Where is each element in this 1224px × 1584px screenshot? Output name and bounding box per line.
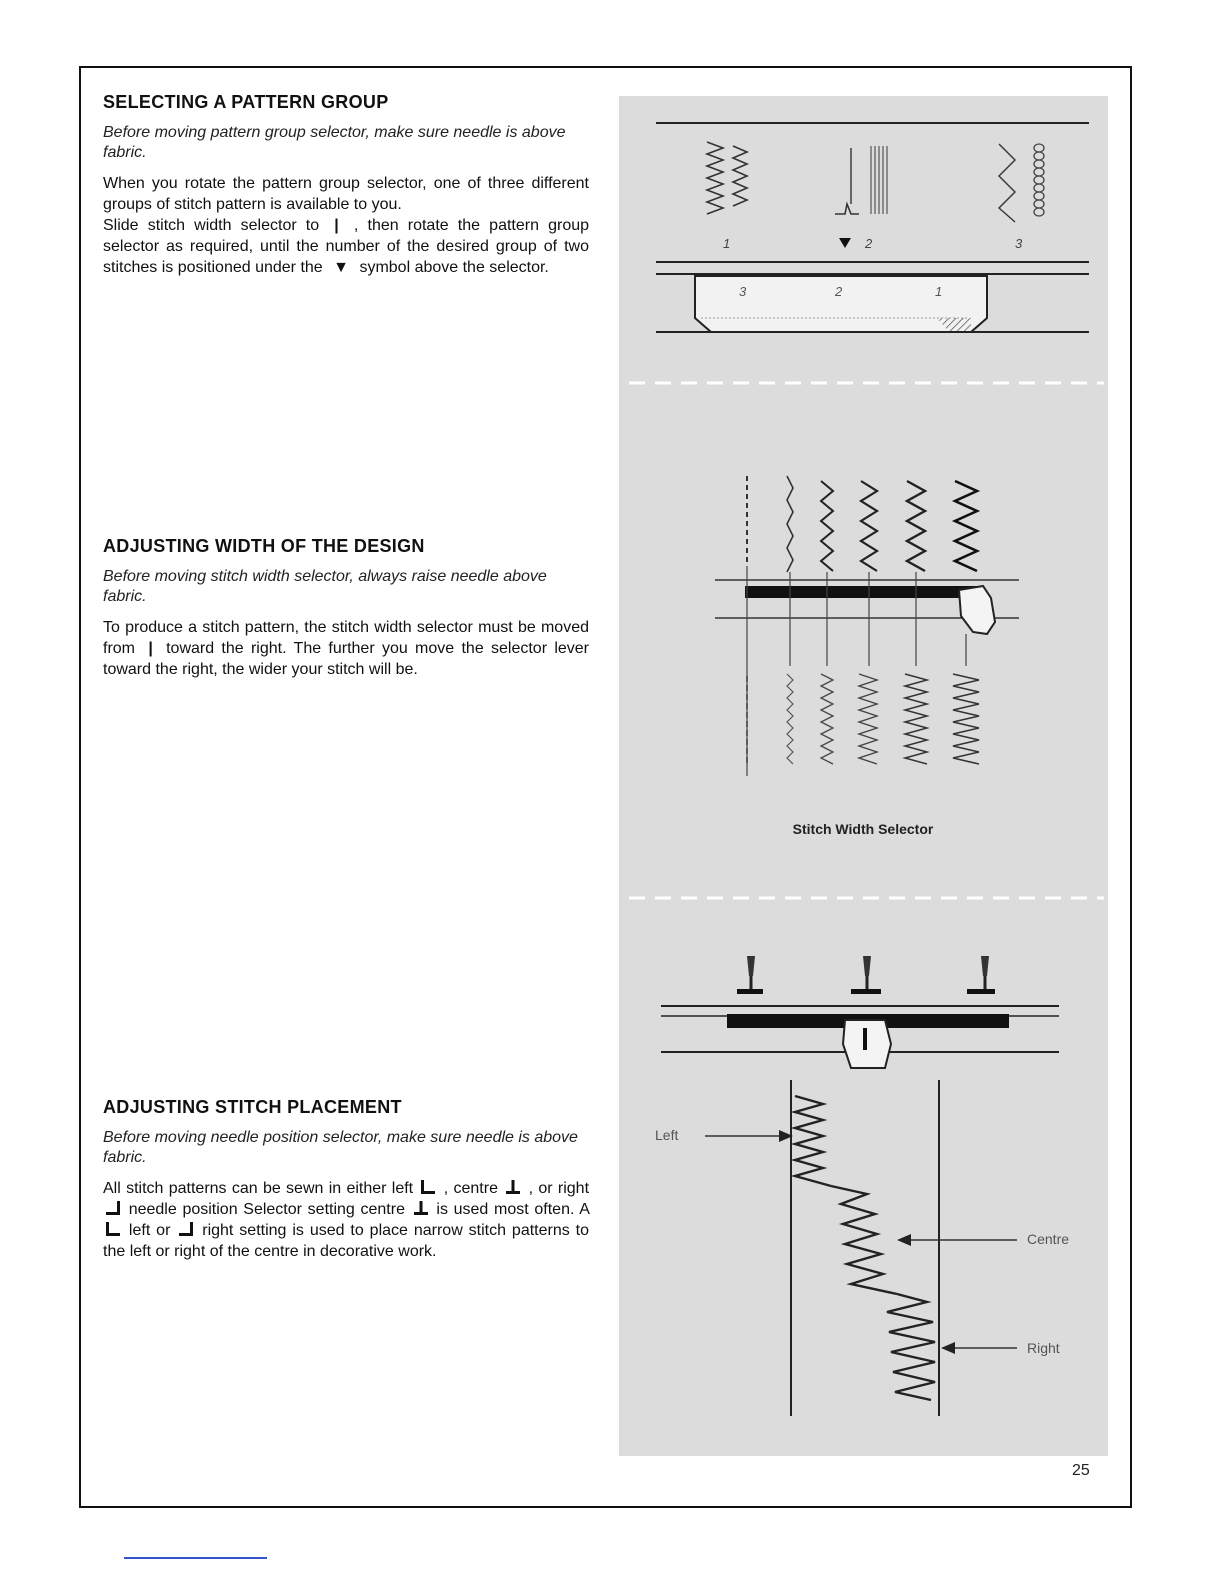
needle-left-icon <box>737 956 763 994</box>
centre-needle-icon <box>503 1179 523 1195</box>
label-left: Left <box>655 1127 679 1143</box>
dial-label-3: 3 <box>739 284 747 299</box>
page-number: 25 <box>1072 1462 1090 1479</box>
triangle-marker-symbol: ▼ <box>333 259 349 276</box>
warning-width: Before moving stitch width selector, always raise needle above fabric. <box>103 568 547 605</box>
right-needle-icon <box>103 1200 123 1216</box>
section-placement <box>103 1097 589 1262</box>
warning-pattern-group: Before moving pattern group selector, make sure needle is above fabric. <box>103 124 566 161</box>
centre-needle-icon <box>411 1200 431 1216</box>
needle-right-icon <box>967 956 995 994</box>
heading-width: ADJUSTING WIDTH OF THE DESIGN <box>103 536 425 556</box>
label-centre: Centre <box>1027 1231 1070 1247</box>
illustration-svg <box>619 96 1108 1456</box>
triangle-marker-icon <box>839 238 851 248</box>
heading-pattern-group: SELECTING A PATTERN GROUP <box>103 92 389 112</box>
group-label-2: 2 <box>865 236 873 251</box>
section-width <box>103 536 589 680</box>
right-needle-icon <box>176 1221 196 1237</box>
label-right: Right <box>1027 1340 1060 1356</box>
pattern-group-diagram <box>656 123 1089 332</box>
dial-label-1: 1 <box>935 284 943 299</box>
group-label-1: 1 <box>723 236 731 251</box>
body-pattern-group-1: When you rotate the pattern group selector, one of three different groups of stitch pattern is available to you. <box>103 175 589 213</box>
stitch-width-diagram <box>715 476 1019 837</box>
arrow-right-icon <box>941 1342 955 1354</box>
width-selector-lever <box>959 586 995 634</box>
straight-stitch-symbol: | <box>334 217 339 234</box>
arrow-centre-icon <box>897 1234 911 1246</box>
needle-centre-icon <box>851 956 881 994</box>
dial-label-2: 2 <box>835 284 843 299</box>
body-width: To produce a stitch pattern, the stitch width selector must be moved from | toward the right. The further you move the selector lever toward the right, the wider your stitch will be. <box>103 619 590 678</box>
straight-stitch-symbol: | <box>148 640 153 657</box>
left-needle-icon <box>103 1221 123 1237</box>
heading-placement: ADJUSTING STITCH PLACEMENT <box>103 1097 402 1117</box>
group-label-3: 3 <box>1015 236 1023 251</box>
stitch-width-caption: Stitch Width Selector <box>792 821 934 837</box>
section-pattern-group <box>103 92 589 278</box>
bottom-link-line[interactable] <box>124 1557 267 1559</box>
body-placement: All stitch patterns can be sewn in either left , centre , or right needle position Selector setting centre is used most often. A left or right setting is used to place narrow stitch patterns to the left or right of the centre in decorative work. <box>103 1180 590 1260</box>
left-needle-icon <box>418 1179 438 1195</box>
width-selector-slot <box>745 586 977 598</box>
illustration-panel <box>619 96 1108 1456</box>
warning-placement: Before moving needle position selector, make sure needle is above fabric. <box>103 1129 578 1166</box>
body-pattern-group-2: Slide stitch width selector to | , then rotate the pattern group selector as required, until the number of the desired group of two stitches is positioned under the ▼ symbol above the selector. <box>103 217 590 276</box>
needle-position-diagram <box>655 956 1069 1416</box>
